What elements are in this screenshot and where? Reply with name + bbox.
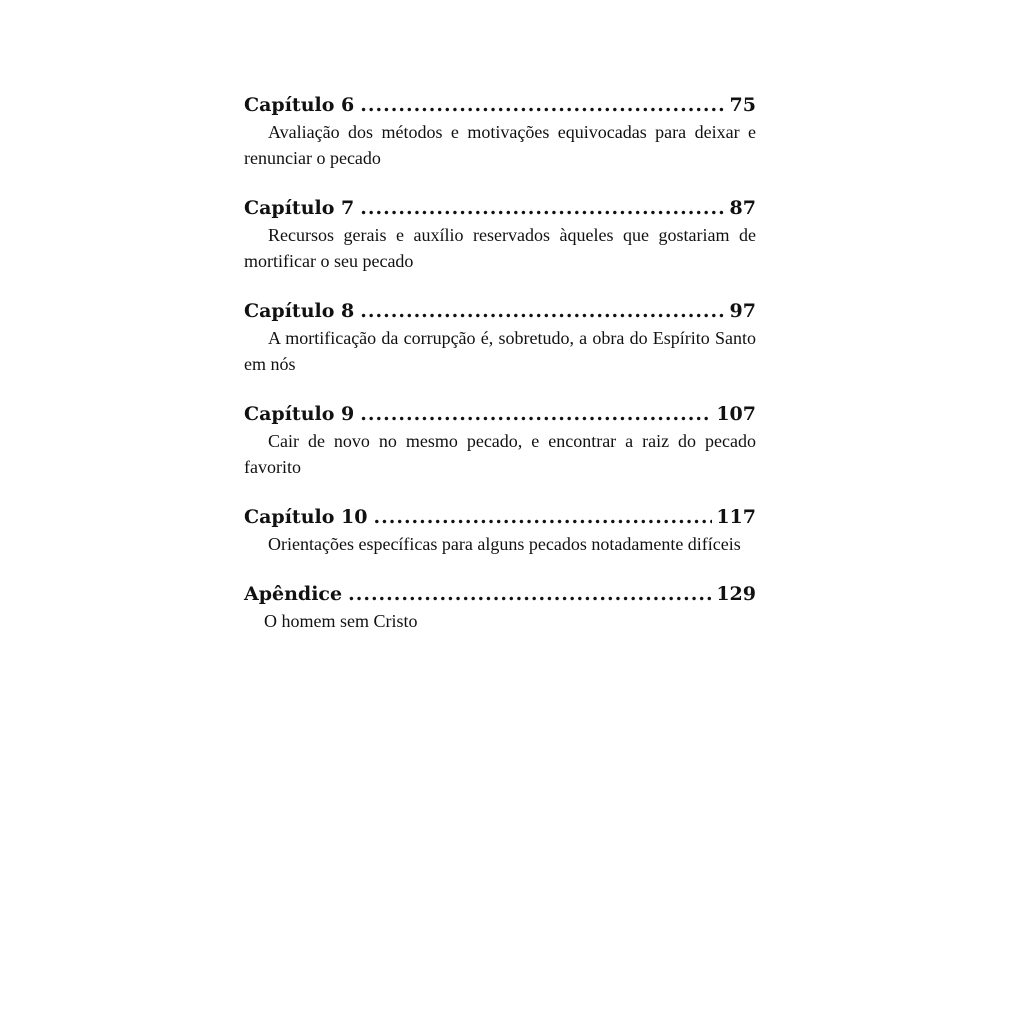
toc-entry-page-number: 97 bbox=[729, 300, 756, 322]
toc-entry-description: Orientações específicas para alguns pecados notadamente difíceis bbox=[268, 534, 741, 554]
toc-entry-page-number: 87 bbox=[729, 197, 756, 219]
dot-leader bbox=[373, 504, 712, 531]
toc-entry-title: Capítulo 9 bbox=[244, 403, 355, 425]
toc-entry-heading bbox=[244, 298, 756, 325]
toc-entry-page-number: 75 bbox=[729, 94, 756, 116]
toc-entry-page-number: 107 bbox=[716, 403, 756, 425]
toc-entry-title: Capítulo 8 bbox=[244, 300, 355, 322]
toc-entry-capitulo-7 bbox=[244, 195, 756, 274]
toc-entry-title: Capítulo 6 bbox=[244, 94, 355, 116]
dot-leader bbox=[360, 92, 725, 119]
toc-entry-description: O homem sem Cristo bbox=[264, 611, 418, 631]
toc-entry-capitulo-9 bbox=[244, 401, 756, 480]
toc-entry-title: Capítulo 7 bbox=[244, 197, 355, 219]
dot-leader bbox=[360, 401, 712, 428]
toc-entry-capitulo-8 bbox=[244, 298, 756, 377]
dot-leader bbox=[360, 195, 725, 222]
toc-entry-heading bbox=[244, 504, 756, 531]
toc-entry-description: Recursos gerais e auxílio reservados àqueles que gostariam de mortificar o seu pecado bbox=[244, 225, 756, 271]
dot-leader bbox=[348, 581, 712, 608]
toc-entry-apendice bbox=[244, 581, 756, 634]
toc-entry-description: A mortificação da corrupção é, sobretudo, a obra do Espírito Santo em nós bbox=[244, 328, 756, 374]
dot-leader bbox=[360, 298, 725, 325]
toc-entry-capitulo-10 bbox=[244, 504, 756, 557]
toc-entry-capitulo-6 bbox=[244, 92, 756, 171]
toc-entry-description: Avaliação dos métodos e motivações equivocadas para deixar e renunciar o pecado bbox=[244, 122, 756, 168]
toc-entry-page-number: 117 bbox=[716, 506, 756, 528]
toc-entry-heading bbox=[244, 195, 756, 222]
toc-entry-description: Cair de novo no mesmo pecado, e encontrar a raiz do pecado favorito bbox=[244, 431, 756, 477]
toc-entry-heading bbox=[244, 581, 756, 608]
table-of-contents bbox=[244, 92, 756, 658]
toc-entry-page-number: 129 bbox=[716, 583, 756, 605]
toc-entry-heading bbox=[244, 92, 756, 119]
toc-entry-title: Apêndice bbox=[244, 583, 343, 605]
toc-entry-heading bbox=[244, 401, 756, 428]
toc-entry-title: Capítulo 10 bbox=[244, 506, 368, 528]
